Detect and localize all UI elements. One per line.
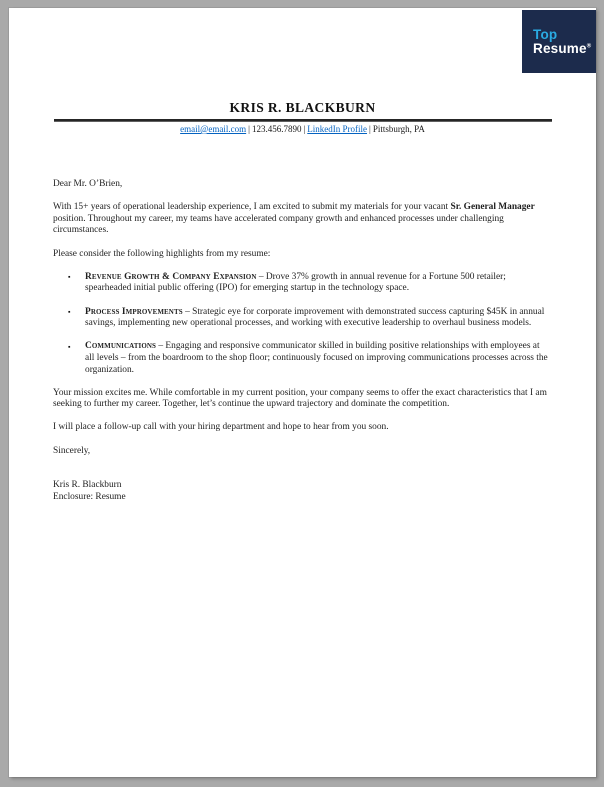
candidate-name: KRIS R. BLACKBURN xyxy=(229,100,376,115)
email-link[interactable]: email@email.com xyxy=(180,124,247,134)
linkedin-link[interactable]: LinkedIn Profile xyxy=(307,124,368,134)
enclosure-note: Enclosure: Resume xyxy=(53,491,126,502)
contact-separator: | xyxy=(369,124,371,134)
registered-trademark-icon: ® xyxy=(586,43,592,49)
highlights-list xyxy=(53,272,551,376)
highlight-text: – Engaging and responsive communicator skilled in building positive relationships with employees at all levels – from the boardroom to the shop floor; continuously focused on improving communications processes across the organization. xyxy=(85,341,548,375)
highlight-item-communications xyxy=(53,341,551,376)
highlight-heading: Process Improvements xyxy=(85,306,183,317)
logo-resume-wordmark xyxy=(533,42,596,56)
valediction: Sincerely, xyxy=(53,445,91,456)
highlight-heading: Revenue Growth & Company Expansion xyxy=(85,271,257,282)
intro-text-post: position. Throughout my career, my teams have accelerated company growth and enhanced processes under challenging circumstances. xyxy=(53,213,504,236)
followup-paragraph: I will place a follow-up call with your hiring department and hope to hear from you soon. xyxy=(53,422,389,433)
closing-paragraph: Your mission excites me. While comfortable in my current position, your company seems to offer the exact characteristics that I am seeking to further my career. Together, let’s continue the upward trajectory and dominate the competition. xyxy=(53,387,547,410)
header-rule xyxy=(54,119,552,122)
highlight-text: – Drove 37% growth in annual revenue for a Fortune 500 retailer; spearheaded initial public offering (IPO) for emerging startup in the technology space. xyxy=(85,271,506,294)
logo-top-wordmark: Top xyxy=(533,26,558,42)
intro-paragraph xyxy=(53,202,551,237)
bullet-square-icon: ▪ xyxy=(68,273,71,282)
bullet-square-icon: ▪ xyxy=(68,308,71,317)
bullet-square-icon: ▪ xyxy=(68,342,71,351)
contact-separator: | xyxy=(303,124,306,134)
highlight-item-process xyxy=(53,307,551,330)
signature-block xyxy=(53,480,551,503)
highlight-item-revenue xyxy=(53,272,551,295)
salutation: Dear Mr. O’Brien, xyxy=(53,179,123,189)
job-title-bold: Sr. General Manager xyxy=(450,202,535,213)
highlights-lead: Please consider the following highlights from my resume: xyxy=(53,248,271,259)
location-text: Pittsburgh, PA xyxy=(372,124,425,134)
topresume-logo xyxy=(522,10,596,73)
highlight-text: – Strategic eye for corporate improvement with demonstrated success capturing $45K in annual savings, implementing new operational processes, and working with executive leadership to overhaul business models. xyxy=(85,306,545,329)
contact-line xyxy=(9,124,596,134)
cover-letter-page xyxy=(9,8,596,777)
logo-resume-text: Resume xyxy=(533,40,587,56)
highlight-heading: Communications xyxy=(85,341,157,352)
letter-body xyxy=(9,179,596,503)
phone-number: 123.456.7890 xyxy=(251,124,302,134)
signature-name: Kris R. Blackburn xyxy=(53,480,122,491)
intro-text-pre: With 15+ years of operational leadership experience, I am excited to submit my materials for your vacant xyxy=(53,202,451,213)
letter-header xyxy=(9,8,596,134)
contact-separator: | xyxy=(248,124,250,134)
